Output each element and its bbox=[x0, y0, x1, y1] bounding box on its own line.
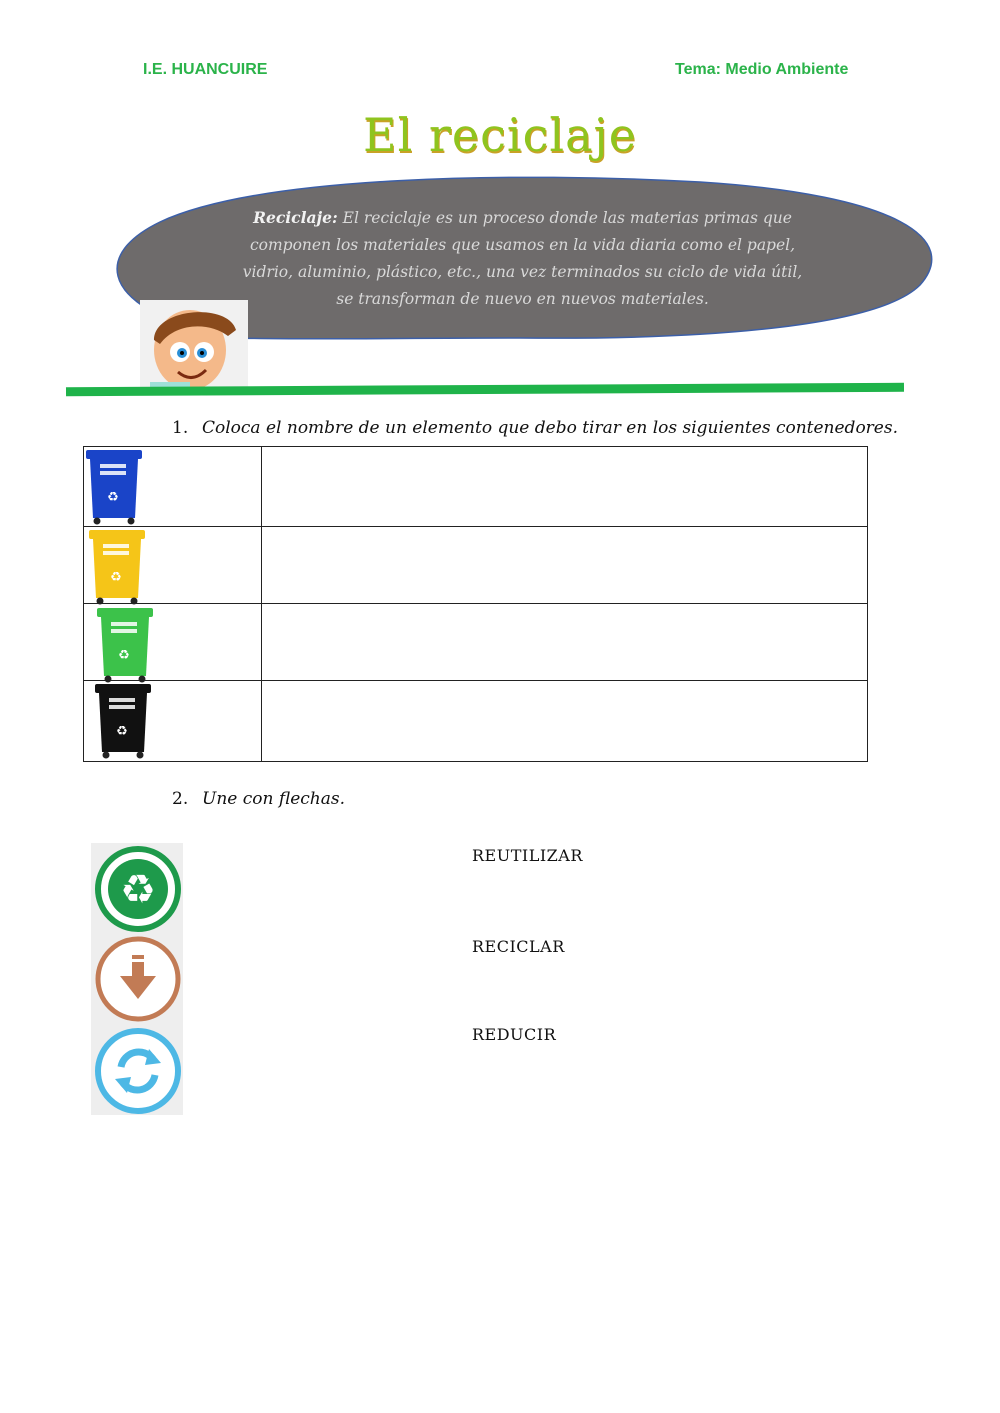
question-1 bbox=[172, 418, 898, 438]
question-2 bbox=[172, 789, 345, 809]
bin-black-icon bbox=[93, 682, 153, 764]
question-2-text: Une con flechas. bbox=[202, 789, 345, 809]
recycle-icon[interactable] bbox=[91, 843, 183, 935]
question-1-text: Coloca el nombre de un elemento que debo tirar en los siguientes contenedores. bbox=[202, 418, 898, 438]
answer-cell-green[interactable] bbox=[262, 604, 867, 680]
word-reducir[interactable]: REDUCIR bbox=[472, 1025, 557, 1044]
svg-text:♻: ♻ bbox=[110, 570, 122, 585]
definition-body: El reciclaje es un proceso donde las materias primas que componen los materiales que usamos en la vida diaria como el papel, vidrio, aluminio, plástico, etc., una vez terminados su ciclo de vida útil, se transforman de nuevo en nuevos materiales. bbox=[242, 209, 803, 308]
answer-cell-blue[interactable] bbox=[262, 447, 867, 526]
bin-yellow-icon bbox=[87, 528, 147, 610]
definition-term: Reciclaje: bbox=[253, 208, 338, 227]
reuse-cycle-icon[interactable] bbox=[91, 1023, 183, 1115]
definition-text bbox=[240, 204, 805, 313]
school-name: I.E. HUANCUIRE bbox=[143, 61, 268, 78]
question-1-number: 1. bbox=[172, 418, 189, 438]
bin-blue-icon bbox=[84, 448, 144, 530]
topic-label: Tema: Medio Ambiente bbox=[675, 61, 849, 78]
bin-green-icon bbox=[95, 606, 155, 688]
cartoon-man-avatar bbox=[140, 300, 248, 392]
word-reciclar[interactable]: RECICLAR bbox=[472, 937, 565, 956]
question-2-number: 2. bbox=[172, 789, 189, 809]
word-reutilizar[interactable]: REUTILIZAR bbox=[472, 846, 583, 865]
answer-cell-black[interactable] bbox=[262, 681, 867, 761]
svg-text:♻: ♻ bbox=[118, 648, 130, 663]
svg-text:♻: ♻ bbox=[116, 724, 128, 739]
reduce-arrow-icon[interactable] bbox=[91, 933, 183, 1025]
svg-text:♻: ♻ bbox=[107, 490, 119, 505]
answer-cell-yellow[interactable] bbox=[262, 527, 867, 603]
page-title: El reciclaje bbox=[363, 108, 637, 162]
svg-text:♻: ♻ bbox=[120, 867, 156, 913]
